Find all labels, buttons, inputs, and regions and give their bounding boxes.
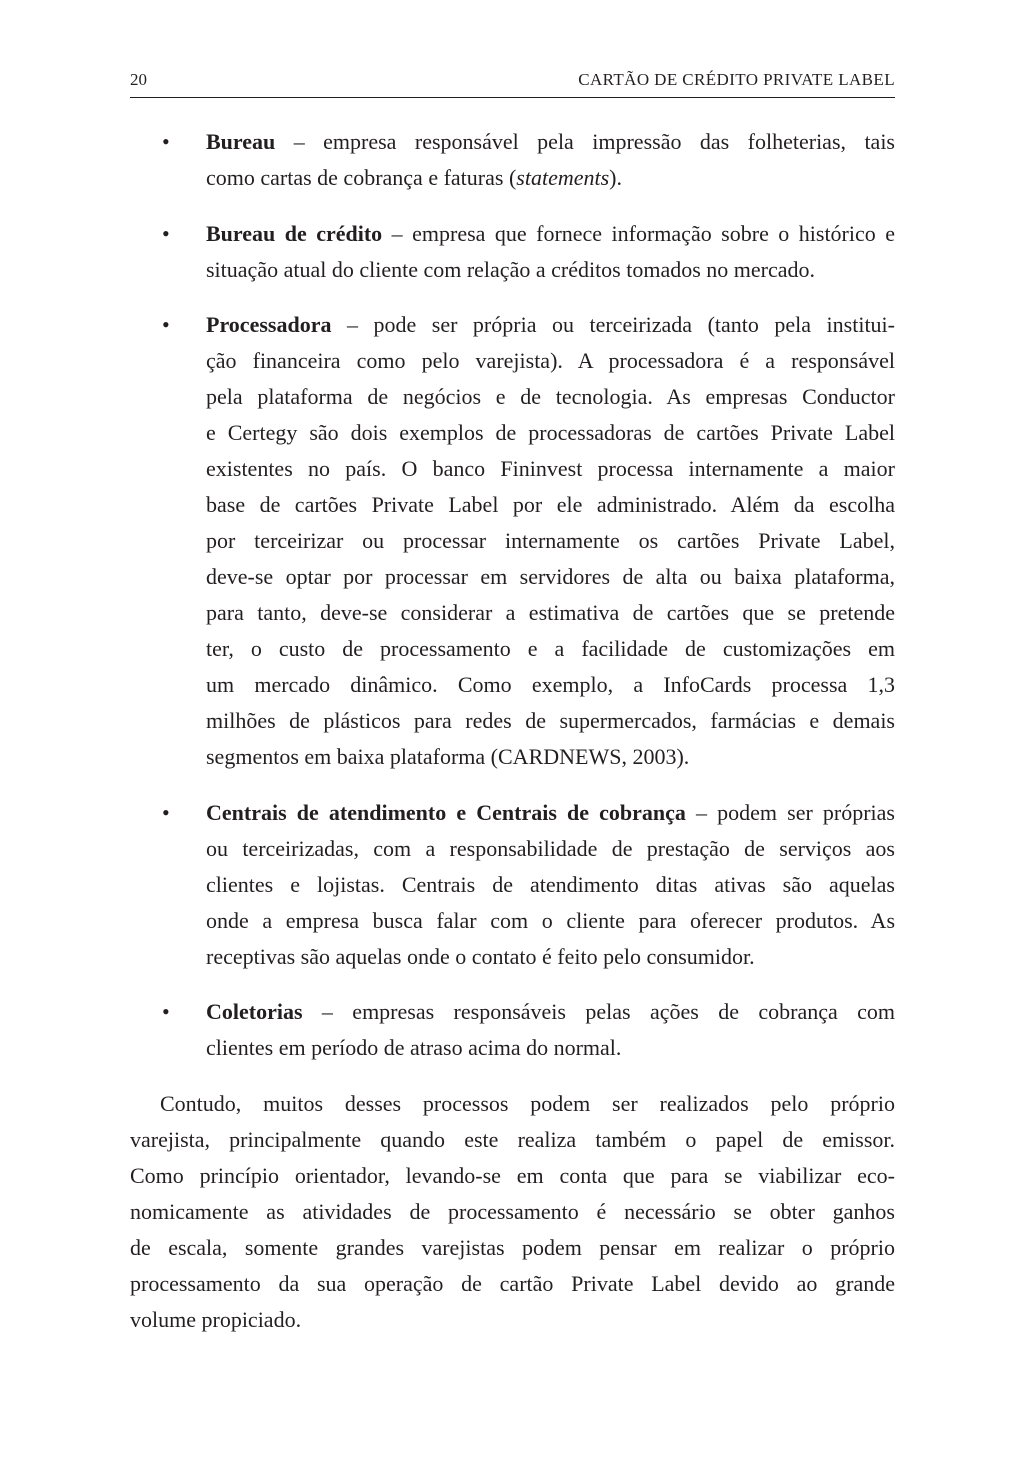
text-line: processamento da sua operação de cartão Private Label devido ao grande <box>130 1270 895 1296</box>
bullet-marker: • <box>162 312 170 337</box>
bullet-item-centrais <box>162 795 895 975</box>
paragraph-text <box>130 1086 895 1338</box>
italic-term: statements <box>516 165 610 190</box>
text-line: nomicamente as atividades de processamento é necessário se obter ganhos <box>130 1198 895 1224</box>
text-line: ou terceirizadas, com a responsabilidade de prestação de serviços aos <box>206 835 895 861</box>
bullet-text <box>206 994 895 1066</box>
text-line: segmentos em baixa plataforma (CARDNEWS, 2003). <box>206 744 690 769</box>
bullet-item-bureau-de-credito <box>162 216 895 288</box>
text-segment: – empresa que fornece informação sobre o histórico e <box>382 220 895 246</box>
text-line: base de cartões Private Label por ele administrado. Além da escolha <box>206 492 895 517</box>
text-line: um mercado dinâmico. Como exemplo, a InfoCards processa 1,3 <box>206 672 895 697</box>
text-line <box>206 994 895 1030</box>
text-line: varejista, principalmente quando este realiza também o papel de emissor. <box>130 1126 895 1152</box>
text-line: e Certegy são dois exemplos de processadoras de cartões Private Label <box>206 420 895 445</box>
bold-term: Coletorias <box>206 999 303 1024</box>
text-line <box>206 124 895 160</box>
bullet-item-bureau <box>162 124 895 196</box>
text-line: volume propiciado. <box>130 1306 302 1332</box>
text-line <box>206 307 895 343</box>
text-line: deve-se optar por processar em servidores de alta ou baixa plataforma, <box>206 564 895 589</box>
header-rule <box>130 97 895 98</box>
bold-term: Bureau de crédito <box>206 220 383 246</box>
text-segment: ). <box>609 165 622 190</box>
text-line: clientes em período de atraso acima do normal. <box>206 1035 622 1060</box>
body-text <box>0 124 1024 1338</box>
text-line: ter, o custo de processamento e a facilidade de customizações em <box>206 636 895 661</box>
text-segment: – empresas responsáveis pelas ações de cobrança com <box>302 999 895 1024</box>
text-line <box>206 216 895 252</box>
bullet-text <box>206 124 895 196</box>
text-line: ção financeira como pelo varejista). A processadora é a responsável <box>206 348 895 373</box>
page-number: 20 <box>130 70 147 89</box>
text-segment: – podem ser próprias <box>685 799 895 825</box>
running-title: CARTÃO DE CRÉDITO PRIVATE LABEL <box>578 70 895 89</box>
text-line: de escala, somente grandes varejistas podem pensar em realizar o próprio <box>130 1234 895 1260</box>
text-segment: como cartas de cobrança e faturas ( <box>206 165 517 190</box>
text-line: para tanto, deve-se considerar a estimativa de cartões que se pretende <box>206 600 895 625</box>
text-line: clientes e lojistas. Centrais de atendimento ditas ativas são aquelas <box>206 871 895 897</box>
bullet-text <box>206 795 895 975</box>
text-line <box>206 160 895 196</box>
text-line: pela plataforma de negócios e de tecnologia. As empresas Conductor <box>206 384 895 409</box>
bullet-item-coletorias <box>162 994 895 1066</box>
text-segment: – empresa responsável pela impressão das folheterias, tais <box>275 129 895 154</box>
bullet-text <box>206 216 895 288</box>
bullet-marker: • <box>162 220 170 246</box>
text-line: milhões de plásticos para redes de supermercados, farmácias e demais <box>206 708 895 733</box>
text-segment: – pode ser própria ou terceirizada (tanto pela institui- <box>331 312 895 337</box>
text-line: por terceirizar ou processar internamente os cartões Private Label, <box>206 528 895 553</box>
text-line: onde a empresa busca falar com o cliente para oferecer produtos. As <box>206 907 895 933</box>
text-line: receptivas são aquelas onde o contato é feito pelo consumidor. <box>206 943 755 969</box>
text-line: Contudo, muitos desses processos podem ser realizados pelo próprio <box>160 1090 895 1116</box>
bullet-item-processadora <box>162 307 895 775</box>
text-line: situação atual do cliente com relação a créditos tomados no mercado. <box>206 256 816 282</box>
bullet-marker: • <box>162 129 170 154</box>
bold-term: Processadora <box>206 312 332 337</box>
bullet-marker: • <box>162 799 170 825</box>
closing-paragraph <box>130 1086 895 1338</box>
text-line: Como princípio orientador, levando-se em conta que para se viabilizar eco- <box>130 1162 895 1188</box>
bullet-text <box>206 307 895 775</box>
bullet-marker: • <box>162 999 170 1024</box>
bold-term: Bureau <box>206 129 276 154</box>
text-line: existentes no país. O banco Fininvest processa internamente a maior <box>206 456 895 481</box>
bold-term: Centrais de atendimento e Centrais de cobrança <box>206 799 686 825</box>
text-line <box>206 795 895 831</box>
